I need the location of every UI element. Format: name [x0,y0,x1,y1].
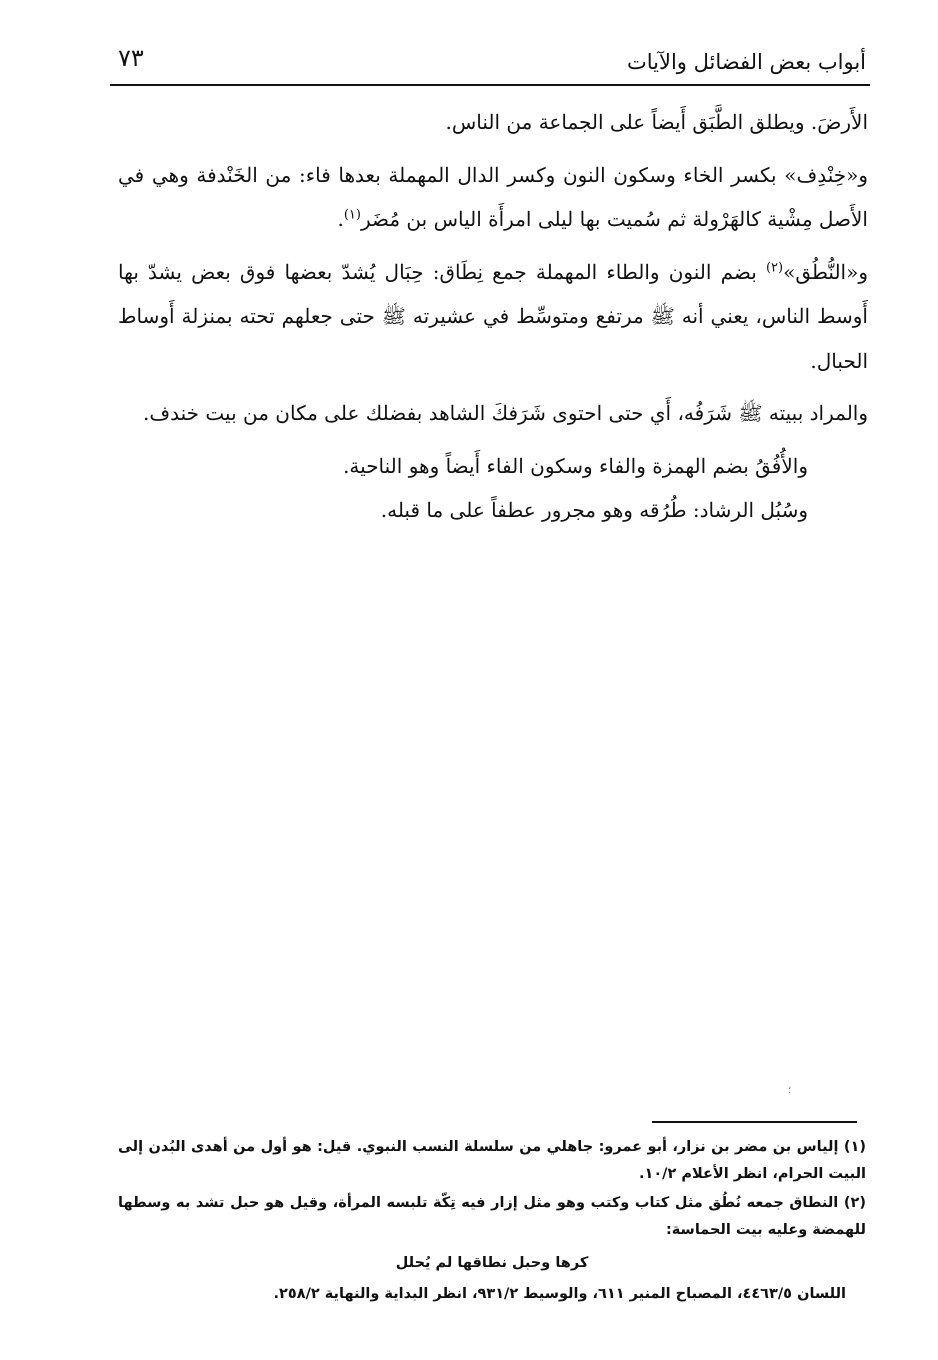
footnote-verse: كرها وحبل نطاقها لم يُحلل [395,1255,589,1271]
paragraph-3-text: بضم النون والطاء المهملة جمع نِطَاق: حِبَال يُشدّ بعضها فوق بعض يشدّ بها أَوسط الناس، يعني أنه ﷺ مرتفع ومتوسِّط في عشيرته ﷺ حتى جعلهم تحته بمنزلة أَوساط الحبال. [118,259,868,373]
paragraph-2-text: و«خِنْدِف» بكسر الخاء وسكون النون وكسر الدال المهملة بعدها فاء: من الخَنْدفة وهي في الأَصل مِشْية كالهَرْولة ثم سُميت بها ليلى امرأَة الياس بن مُضَر [118,162,868,231]
paragraph-6 [118,488,868,533]
running-header [110,38,870,86]
paragraph-4 [118,391,868,436]
stray-mark: ؛ [788,1085,792,1096]
paragraph-4-text: والمراد ببيته ﷺ شَرَفُه، أَي حتى احتوى شَرَفكَ الشاهد بفضلك على مكان من بيت خندف. [143,401,868,425]
paragraph-1-text: الأَرضَ. ويطلق الطَّبَق أَيضاً على الجماعة من الناس. [445,110,868,134]
paragraph-2 [118,153,868,242]
chapter-title: أبواب بعض الفضائل والآيات [626,50,866,74]
footnote-2: (٢) النطاق جمعه نُطُق مثل كتاب وكتب وهو مثل إزار فيه تِكّة تلبسه المرأة، وقيل هو حبل تشد به وسطها للهمضة وعليه بيت الحماسة: [118,1195,866,1238]
footnote-ref-2: (٢) [765,259,784,275]
paragraph-3-term: و«النُّطُق» [783,259,868,284]
footnote-sources: اللسان ٤٤٦٣/٥، المصباح المنير ٦١١، والوسيط ٩٣١/٢، انظر البداية والنهاية ٢٥٨/٢. [273,1286,846,1302]
footnote-ref-1: (١) [343,207,361,223]
paragraph-3 [118,250,868,384]
footnotes [118,1134,866,1310]
paragraph-2-end: . [337,207,344,231]
paragraph-1 [118,100,868,145]
paragraph-5 [118,444,868,489]
main-text [118,100,868,533]
paragraph-6-text: وسُبُل الرشاد: طُرُقه وهو مجرور عطفاً على ما قبله. [380,498,808,522]
footnote-separator [652,1121,857,1123]
footnote-1: (١) إلياس بن مضر بن نزار، أبو عمرو: جاهلي من سلسلة النسب النبوي. قيل: هو أول من أهدى البُدن إلى البيت الحرام، انظر الأعلام ١٠/٢. [118,1139,866,1182]
paragraph-5-text: والأُفُقُ بضم الهمزة والفاء وسكون الفاء أَيضاً وهو الناحية. [343,453,808,478]
page-number: ٧٣ [118,44,144,72]
